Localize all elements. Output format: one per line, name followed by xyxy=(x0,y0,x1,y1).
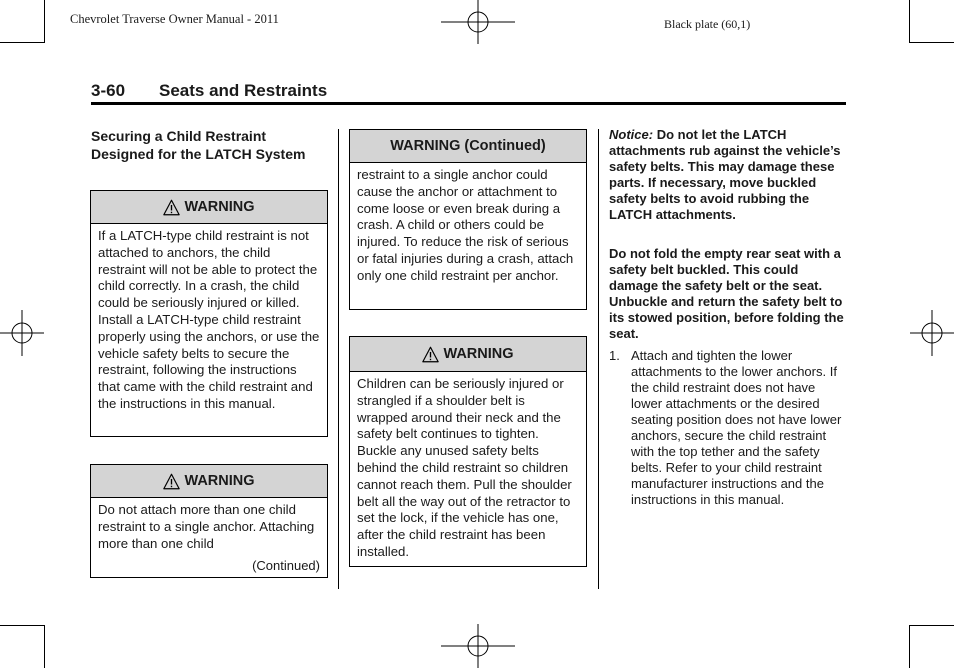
notice-text: Do not let the LATCH attachments rub against the vehicle’s safety belts. This may damage these parts. If necessary, move buckled safety belts to avoid rubbing the LATCH attachments. xyxy=(609,127,841,222)
manual-title: Chevrolet Traverse Owner Manual - 2011 xyxy=(70,12,279,26)
step-text: Attach and tighten the lower attachments to the lower anchors. If the child restraint does not have lower attachments or the desired seating position does not have lower anchors, secure the child restraint with the top tether and the safety belts. Refer to your child restraint manufacturer instructions and the instructions in this manual. xyxy=(631,348,842,507)
header-rule xyxy=(91,102,846,105)
warning-header xyxy=(91,465,327,498)
notice-paragraph xyxy=(609,127,845,223)
column-divider-1 xyxy=(338,129,339,589)
warning-box-shoulder-belt xyxy=(349,336,587,567)
notice-label: Notice: xyxy=(609,127,654,142)
caution-paragraph: Do not fold the empty rear seat with a safety belt buckled. This could damage the safety belt or the seat. Unbuckle and return the safety belt to its stowed position, before folding the seat. xyxy=(609,246,844,341)
warning-title: WARNING (Continued) xyxy=(390,138,546,154)
warning-header xyxy=(91,191,327,224)
warning-text: Do not attach more than one child restraint to a single anchor. Attaching more than one child xyxy=(98,502,315,551)
column-divider-2 xyxy=(598,129,599,589)
warning-text: Children can be seriously injured or strangled if a shoulder belt is wrapped around their neck and the safety belt continues to tighten. Buckle any unused safety belts behind the child restraint so children cannot reach them. Pull the shoulder belt all the way out of the retractor to set the lock, if the vehicle has one, after the child restraint has been installed. xyxy=(357,376,572,559)
warning-triangle-icon xyxy=(163,473,180,490)
warning-triangle-icon xyxy=(422,346,439,363)
warning-header xyxy=(350,130,586,163)
warning-box-continued xyxy=(349,129,587,310)
warning-title: WARNING xyxy=(184,473,255,489)
step-list xyxy=(609,348,845,508)
warning-header xyxy=(350,337,586,372)
warning-title: WARNING xyxy=(184,199,255,215)
warning-title: WARNING xyxy=(443,346,514,362)
continued-label: (Continued) xyxy=(252,558,320,573)
list-item xyxy=(609,348,845,508)
step-number: 1. xyxy=(609,348,620,363)
registration-mark-left xyxy=(0,310,44,356)
subheading: Securing a Child Restraint Designed for the LATCH System xyxy=(91,128,306,162)
warning-text: If a LATCH-type child restraint is not attached to anchors, the child restraint will not be able to protect the child correctly. In a crash, the child could be seriously injured or killed. Install a LATCH-type child restraint properly using the anchors, or use the vehicle safety belts to secure the restraint, following the instructions that came with the child restraint and the instructions in this manual. xyxy=(98,228,320,411)
warning-triangle-icon xyxy=(163,199,180,216)
warning-box-single-anchor xyxy=(90,464,328,578)
plate-label: Black plate (60,1) xyxy=(664,17,751,31)
registration-mark-bottom xyxy=(441,624,515,668)
section-title: Seats and Restraints xyxy=(159,81,328,100)
page-number: 3-60 xyxy=(91,81,126,100)
registration-mark-top xyxy=(441,0,515,44)
warning-text: restraint to a single anchor could cause the anchor or attachment to come loose or even break during a crash. A child or others could be injured. To reduce the risk of serious or fatal injuries during a crash, attach only one child restraint per anchor. xyxy=(357,167,574,283)
warning-box-latch xyxy=(90,190,328,437)
registration-mark-right xyxy=(910,310,954,356)
